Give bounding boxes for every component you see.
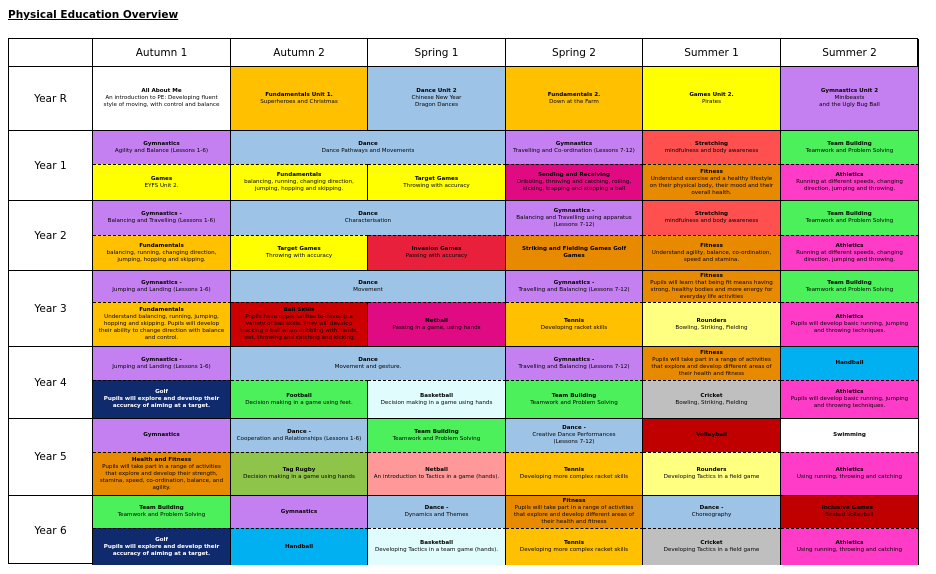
- lesson-description: Chinese New Year: [411, 95, 462, 101]
- lesson-description: Decision making in a game using hands: [243, 474, 355, 480]
- lesson-title: Fundamentals: [139, 307, 184, 313]
- lesson-description: (Lessons 7-12): [553, 439, 595, 445]
- lesson-cell: [506, 418, 643, 452]
- lesson-cell: [93, 418, 231, 452]
- lesson-description: Bowling, Striking, Fielding: [675, 324, 748, 331]
- lesson-description: Characterisation: [344, 218, 392, 224]
- lesson-description: Decision making in a game using feet.: [245, 399, 353, 406]
- lesson-cell: [781, 346, 919, 380]
- lesson-description: Dragon Dances: [414, 102, 459, 108]
- lesson-cell: [643, 270, 781, 302]
- lesson-description: Developing racket skills: [540, 324, 608, 331]
- column-header: Summer 2: [781, 39, 919, 66]
- lesson-cell: [643, 164, 781, 200]
- lesson-title: Dance: [358, 140, 378, 147]
- lesson-cell: [93, 130, 231, 164]
- lesson-title: Netball: [425, 467, 448, 473]
- lesson-title: Stretching: [694, 140, 729, 147]
- lesson-description: Pupils will develop basic running, jumping and throwing techniques.: [790, 321, 909, 334]
- overview-table: [8, 38, 918, 564]
- corner-cell: [9, 39, 93, 66]
- lesson-description: Throwing with accuracy: [403, 182, 470, 189]
- lesson-cell: [781, 235, 919, 270]
- lesson-cell: [93, 346, 231, 380]
- column-header: Autumn 1: [93, 39, 231, 66]
- lesson-title: Tag Rugby: [282, 467, 316, 473]
- lesson-title: Team Building: [827, 140, 872, 147]
- lesson-description: Pupils will take part in a range of activities that explore and develop their strength, stamina, speed, co-ordination, balance, and agility.: [99, 463, 224, 491]
- lesson-title: Gymnastics -: [553, 207, 595, 214]
- lesson-title: Basketball: [419, 392, 454, 399]
- lesson-cell: [93, 302, 231, 346]
- lesson-description: Running at different speeds, changing direction, jumping and throwing.: [796, 179, 903, 192]
- lesson-title: Athletics: [835, 389, 864, 395]
- lesson-description: Seated Volleyball: [825, 512, 874, 518]
- lesson-description: Developing more complex racket skills: [519, 547, 629, 553]
- year-label: Year R: [9, 66, 93, 130]
- lesson-title: Gymnastics -: [141, 211, 182, 217]
- lesson-title: Tennis: [563, 540, 585, 546]
- lesson-title: Tennis: [563, 467, 585, 473]
- lesson-description: Pupils will develop basic running, jumping and throwing techniques.: [790, 396, 909, 409]
- lesson-description: Travelling and Co-ordination (Lessons 7-12): [513, 147, 635, 154]
- year-label: Year 4: [9, 346, 93, 418]
- lesson-description: Pupils will take part in a range of activities that explore and develop different areas of their health and fitness: [513, 505, 635, 525]
- lesson-title: Cricket: [700, 540, 723, 546]
- lesson-description: Teamwork and Problem Solving: [530, 399, 618, 406]
- lesson-cell: [93, 66, 231, 130]
- lesson-cell: [506, 452, 643, 495]
- lesson-description: Minibeasts: [834, 95, 865, 101]
- lesson-title: Rounders: [696, 317, 727, 324]
- lesson-cell: [506, 495, 643, 528]
- lesson-cell: [368, 302, 506, 346]
- lesson-description: Pupils will take part in a range of activities that explore and develop different areas of their health and fitness: [651, 356, 772, 377]
- lesson-description: Pirates: [701, 98, 722, 105]
- lesson-cell: [643, 302, 781, 346]
- lesson-description: Developing more complex racket skills: [519, 474, 629, 480]
- lesson-description: Understand balancing, running, jumping, hopping and skipping. Pupils will develop their ability to change direction with balance and control.: [98, 314, 225, 341]
- lesson-title: Golf: [155, 389, 168, 395]
- lesson-description: Agility and Balance (Lessons 1-6): [114, 147, 209, 154]
- page-title: Physical Education Overview: [8, 9, 179, 21]
- lesson-description: Developing Tactics in a field game: [663, 474, 760, 480]
- lesson-title: Handball: [835, 360, 864, 366]
- lesson-description: An introduction to Tactics in a game (hands).: [373, 474, 500, 480]
- lesson-title: Ball Skills: [283, 307, 315, 313]
- lesson-description: Using running, throwing and catching: [796, 474, 903, 480]
- lesson-cell: [93, 452, 231, 495]
- lesson-title: Handball: [284, 543, 314, 550]
- lesson-title: Gymnastics -: [141, 356, 182, 363]
- lesson-cell: [93, 164, 231, 200]
- lesson-description: Dribbling, throwing and catching, rolling, kicking, trapping and stopping a ball: [516, 179, 632, 192]
- lesson-cell: [643, 200, 781, 235]
- lesson-title: Dance Unit 2: [416, 88, 457, 94]
- column-header: Spring 1: [368, 39, 506, 66]
- lesson-title: Fitness: [700, 242, 723, 249]
- lesson-description: and the Ugly Bug Ball: [819, 102, 880, 108]
- lesson-title: Fundamentals: [139, 242, 184, 249]
- lesson-title: Cricket: [700, 392, 723, 399]
- lesson-cell: [93, 528, 231, 565]
- lesson-cell: [643, 346, 781, 380]
- lesson-cell: [231, 528, 368, 565]
- lesson-description: Cooperation and Relationships (Lessons 1-6): [236, 435, 362, 442]
- lesson-title: Football: [286, 392, 312, 399]
- lesson-cell: [781, 380, 919, 418]
- lesson-description: An introduction to PE: Developing fluent style of moving, with control and balance: [103, 95, 220, 108]
- lesson-description: Dynamics and Themes: [404, 512, 469, 518]
- lesson-cell: [506, 164, 643, 200]
- lesson-cell: [368, 235, 506, 270]
- lesson-cell: [231, 452, 368, 495]
- lesson-cell: [368, 528, 506, 565]
- lesson-cell: [368, 418, 506, 452]
- lesson-title: Sending and Receiving: [537, 172, 611, 178]
- lesson-description: Travelling and Balancing (Lessons 7-12): [518, 286, 630, 293]
- lesson-cell: [368, 164, 506, 200]
- lesson-title: Gymnastics: [143, 140, 180, 147]
- lesson-description: Using running, throwing and catching: [796, 547, 903, 553]
- lesson-title: Athletics: [835, 467, 864, 473]
- lesson-title: Team Building: [414, 428, 459, 435]
- lesson-description: Pupils will learn that being fit means having strong, healthy bodies and more energy for everyday life activities: [650, 279, 773, 300]
- lesson-title: Athletics: [835, 172, 864, 178]
- lesson-title: Games Unit 2.: [689, 91, 734, 98]
- lesson-cell: [643, 452, 781, 495]
- lesson-cell: [368, 66, 506, 130]
- lesson-description: Running at different speeds, changing direction, jumping and throwing.: [796, 249, 903, 263]
- lesson-title: Golf: [155, 536, 168, 543]
- lesson-title: Fitness: [700, 168, 723, 175]
- lesson-cell: [643, 418, 781, 452]
- lesson-description: Throwing with accuracy: [265, 253, 333, 259]
- lesson-title: Dance: [358, 356, 378, 363]
- lesson-description: Balancing and Travelling using apparatus (Lessons 7-12): [516, 214, 632, 228]
- lesson-cell: [231, 346, 506, 380]
- lesson-title: All About Me: [141, 88, 182, 94]
- lesson-cell: [781, 418, 919, 452]
- lesson-title: Athletics: [835, 314, 864, 320]
- lesson-cell: [781, 130, 919, 164]
- lesson-title: Health and Fitness: [131, 456, 192, 463]
- lesson-cell: [93, 200, 231, 235]
- lesson-title: Gymnastics: [143, 432, 180, 438]
- year-label: Year 1: [9, 130, 93, 200]
- lesson-title: Gymnastics -: [553, 356, 595, 363]
- lesson-cell: [506, 235, 643, 270]
- lesson-description: mindfulness and body awareness: [664, 218, 759, 224]
- lesson-title: Fundamentals 2.: [547, 91, 601, 98]
- lesson-cell: [231, 380, 368, 418]
- lesson-cell: [231, 418, 368, 452]
- lesson-cell: [93, 495, 231, 528]
- lesson-cell: [93, 235, 231, 270]
- lesson-cell: [231, 130, 506, 164]
- lesson-description: Decision making in a game using hands: [380, 399, 493, 406]
- lesson-cell: [506, 270, 643, 302]
- lesson-cell: [506, 528, 643, 565]
- lesson-description: Choreography: [691, 512, 732, 518]
- lesson-cell: [231, 200, 506, 235]
- lesson-title: Fundamentals Unit 1.: [265, 91, 333, 98]
- lesson-title: Dance: [358, 279, 378, 286]
- lesson-description: Striking and Fielding Games Golf Games: [521, 246, 626, 259]
- lesson-description: balancing, running, changing direction, jumping, hopping and skipping.: [244, 179, 354, 192]
- lesson-title: Target Games: [414, 175, 459, 182]
- lesson-title: Team Building: [551, 392, 597, 399]
- lesson-description: Developing Tactics in a field game: [663, 547, 760, 553]
- lesson-description: Understand agility, balance, co-ordination, speed and stamina.: [651, 249, 772, 263]
- lesson-cell: [231, 270, 506, 302]
- lesson-description: Passing with accuracy: [405, 253, 468, 259]
- lesson-cell: [93, 270, 231, 302]
- lesson-cell: [643, 495, 781, 528]
- lesson-title: Gymnastics: [280, 508, 318, 515]
- lesson-title: Volleyball: [696, 432, 727, 438]
- lesson-title: Dance -: [699, 505, 724, 511]
- lesson-description: Jumping and Landing (Lessons 1-6): [112, 363, 211, 370]
- lesson-description: Movement and gesture.: [334, 363, 402, 370]
- lesson-cell: [506, 380, 643, 418]
- lesson-title: Gymnastics: [555, 140, 593, 147]
- lesson-cell: [643, 528, 781, 565]
- column-header: Summer 1: [643, 39, 781, 66]
- lesson-title: Basketball: [419, 540, 454, 546]
- lesson-title: Invasion Games: [411, 246, 462, 252]
- lesson-cell: [643, 66, 781, 130]
- lesson-title: Rounders: [696, 467, 727, 473]
- lesson-description: Teamwork and Problem Solving: [805, 147, 894, 154]
- lesson-cell: [231, 495, 368, 528]
- lesson-cell: [643, 380, 781, 418]
- lesson-description: Pupils have opportunities to develop a variety of ball skills. They will develop tracking a ball when dribbling with hands, feet, throwing and catching and kicking.: [240, 314, 358, 341]
- lesson-cell: [781, 302, 919, 346]
- lesson-description: Travelling and Balancing (Lessons 7-12): [518, 363, 630, 370]
- lesson-title: Team Building: [827, 211, 872, 217]
- lesson-description: Teamwork and Problem Solving: [805, 218, 894, 224]
- year-label: Year 6: [9, 495, 93, 565]
- lesson-title: Fitness: [562, 498, 586, 504]
- lesson-cell: [231, 235, 368, 270]
- lesson-title: Dance: [358, 211, 378, 217]
- lesson-cell: [781, 164, 919, 200]
- lesson-cell: [781, 66, 919, 130]
- lesson-description: Pupils will explore and develop their accuracy of aiming at a target.: [103, 543, 220, 557]
- column-header: Spring 2: [506, 39, 643, 66]
- lesson-title: Gymnastics -: [141, 279, 182, 286]
- lesson-cell: [506, 130, 643, 164]
- lesson-description: Passing in a game, using hands: [392, 324, 481, 331]
- lesson-cell: [506, 200, 643, 235]
- lesson-description: Developing Tactics in a team game (hands).: [374, 547, 499, 553]
- lesson-cell: [781, 452, 919, 495]
- lesson-cell: [231, 164, 368, 200]
- lesson-cell: [643, 130, 781, 164]
- lesson-description: Understand exercise and a healthy lifestyle on their physical body, their mood and their overall health.: [649, 175, 774, 196]
- lesson-cell: [231, 66, 368, 130]
- lesson-description: Movement: [353, 286, 383, 293]
- lesson-title: Tennis: [563, 317, 585, 324]
- lesson-description: balancing, running, changing direction, jumping, hopping and skipping.: [106, 249, 217, 263]
- lesson-title: Fitness: [700, 349, 723, 356]
- lesson-cell: [231, 302, 368, 346]
- lesson-cell: [368, 380, 506, 418]
- lesson-title: Netball: [425, 317, 448, 324]
- year-label: Year 2: [9, 200, 93, 270]
- lesson-cell: [93, 380, 231, 418]
- lesson-title: Swimming: [833, 432, 866, 438]
- lesson-description: Teamwork and Problem Solving: [117, 512, 206, 518]
- year-label: Year 5: [9, 418, 93, 495]
- lesson-description: Creative Dance Performances: [532, 432, 616, 438]
- lesson-title: Gymnastics -: [553, 279, 595, 286]
- lesson-description: mindfulness and body awareness: [664, 147, 759, 154]
- lesson-cell: [781, 270, 919, 302]
- lesson-cell: [643, 235, 781, 270]
- lesson-title: Fitness: [700, 272, 723, 279]
- lesson-cell: [781, 528, 919, 565]
- lesson-description: Jumping and Landing (Lessons 1-6): [112, 286, 211, 293]
- lesson-cell: [368, 495, 506, 528]
- lesson-cell: [506, 66, 643, 130]
- lesson-cell: [781, 495, 919, 528]
- lesson-title: Dance -: [562, 425, 586, 431]
- lesson-cell: [506, 302, 643, 346]
- lesson-description: EYFS Unit 2.: [144, 182, 179, 189]
- lesson-description: Teamwork and Problem Solving: [805, 286, 894, 293]
- lesson-title: Athletics: [835, 540, 864, 546]
- lesson-title: Athletics: [835, 242, 864, 249]
- lesson-title: Dance -: [424, 505, 449, 511]
- year-label: Year 3: [9, 270, 93, 346]
- lesson-description: Down at the Farm: [549, 98, 599, 105]
- lesson-description: Balancing and Travelling (Lessons 1-6): [107, 218, 216, 224]
- lesson-title: Games: [150, 175, 173, 182]
- lesson-title: Stretching: [694, 211, 729, 217]
- lesson-description: Pupils will explore and develop their accuracy of aiming at a target.: [103, 396, 220, 409]
- lesson-cell: [781, 200, 919, 235]
- lesson-title: Dance -: [287, 428, 311, 435]
- lesson-title: Target Games: [277, 246, 321, 252]
- lesson-description: Superheroes and Christmas: [260, 98, 338, 105]
- column-header: Autumn 2: [231, 39, 368, 66]
- lesson-title: Fundamentals: [276, 172, 322, 178]
- lesson-title: Inclusive Games -: [821, 505, 878, 511]
- lesson-cell: [368, 452, 506, 495]
- lesson-description: Dance Pathways and Movements: [321, 147, 415, 154]
- lesson-cell: [506, 346, 643, 380]
- lesson-title: Team Building: [827, 279, 872, 286]
- lesson-description: Bowling, Striking, Fielding: [675, 399, 748, 406]
- lesson-title: Team Building: [139, 505, 184, 511]
- lesson-description: Teamwork and Problem Solving: [392, 435, 481, 442]
- lesson-title: Gymnastics Unit 2: [820, 88, 879, 94]
